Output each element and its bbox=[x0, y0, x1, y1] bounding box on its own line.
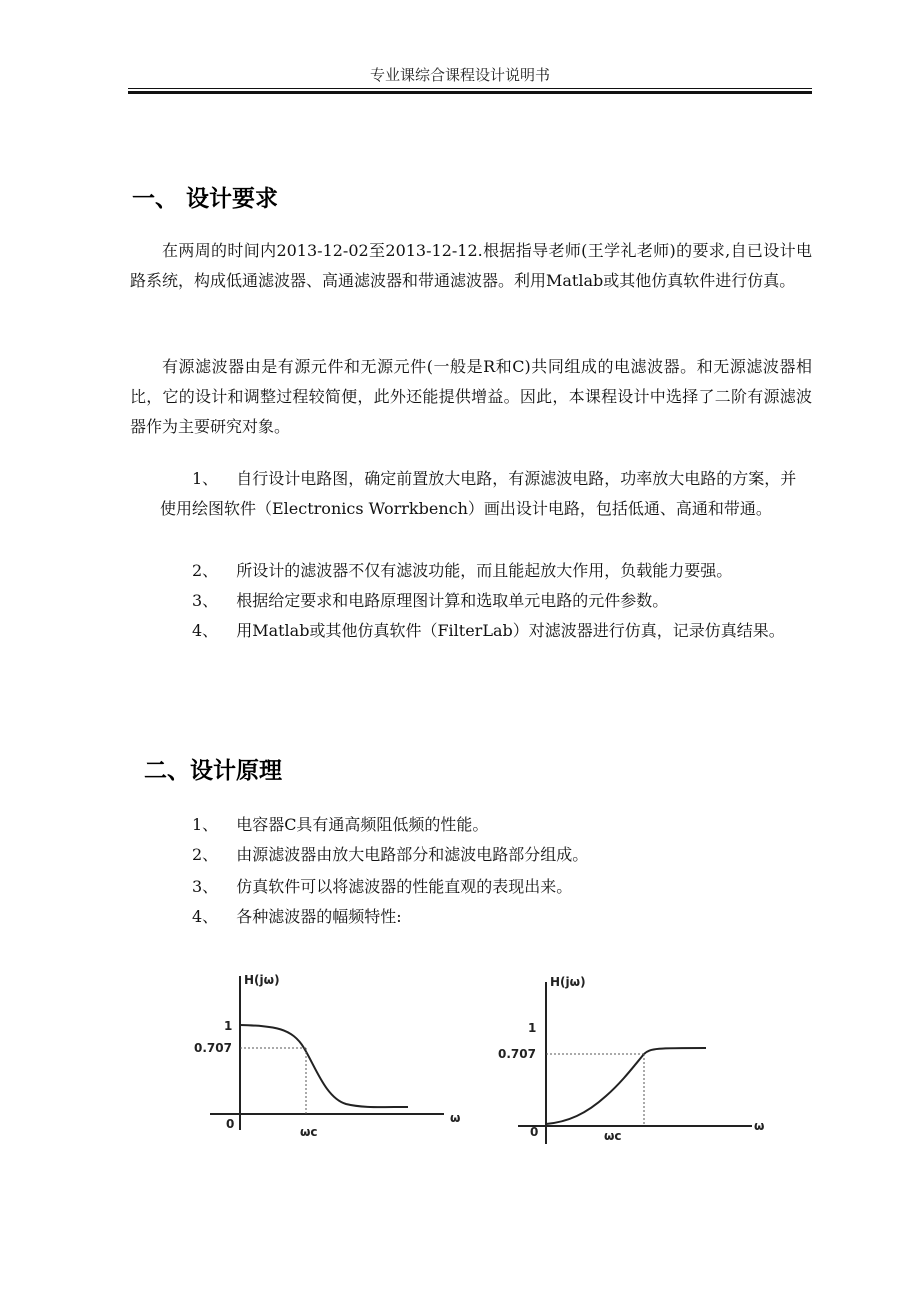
item-number: 2、 bbox=[192, 561, 219, 580]
item-text: 仿真软件可以将滤波器的性能直观的表现出来。 bbox=[236, 877, 573, 896]
item-text: 由源滤波器由放大电路部分和滤波电路部分组成。 bbox=[236, 845, 589, 864]
section1-item-4 bbox=[160, 616, 812, 646]
item-text: 根据给定要求和电路原理图计算和选取单元电路的元件参数。 bbox=[236, 591, 669, 610]
item-text: 各种滤波器的幅频特性: bbox=[236, 907, 402, 926]
section1-item-1 bbox=[160, 464, 812, 524]
section2-item-4 bbox=[160, 902, 812, 932]
section2-heading: 二、设计原理 bbox=[144, 758, 282, 784]
item-number: 4、 bbox=[192, 907, 219, 926]
section2-item-3 bbox=[160, 872, 812, 902]
y-one-label: 1 bbox=[224, 1019, 233, 1033]
section2-item-2 bbox=[160, 840, 812, 870]
item-number: 2、 bbox=[192, 845, 219, 864]
section1-item-3 bbox=[160, 586, 812, 616]
item-text: 所设计的滤波器不仅有滤波功能，而且能起放大作用，负载能力要强。 bbox=[236, 561, 733, 580]
x-cutoff-label: ωc bbox=[300, 1125, 318, 1139]
section1-item-2 bbox=[160, 556, 812, 586]
header-rule-thick bbox=[128, 91, 812, 94]
y-cutoff-label: 0.707 bbox=[498, 1047, 536, 1061]
lowpass-curve bbox=[240, 1025, 408, 1107]
y-axis-label: H(jω) bbox=[244, 973, 280, 987]
item-number: 3、 bbox=[192, 877, 219, 896]
section1-paragraph-2: 有源滤波器由是有源元件和无源元件(一般是R和C)共同组成的电滤波器。和无源滤波器相比，它的设计和调整过程较简便，此外还能提供增益。因此，本课程设计中选择了二阶有源滤波器作为主要研究对象。 bbox=[130, 357, 812, 436]
item-number: 1、 bbox=[192, 815, 219, 834]
section1-heading: 一、 设计要求 bbox=[132, 186, 279, 212]
page-header-title: 专业课综合课程设计说明书 bbox=[369, 66, 550, 84]
section1-paragraph-1: 在两周的时间内2013-12-02至2013-12-12.根据指导老师(王学礼老师)的要求,自已设计电路系统，构成低通滤波器、高通滤波器和带通滤波器。利用Matlab或其他仿真软件进行仿真。 bbox=[130, 241, 812, 290]
x-axis-label: ω bbox=[754, 1119, 765, 1133]
origin-label: 0 bbox=[530, 1125, 539, 1139]
item-number: 1、 bbox=[192, 469, 219, 488]
lowpass-response-graph bbox=[180, 962, 480, 1152]
origin-label: 0 bbox=[226, 1117, 235, 1131]
y-one-label: 1 bbox=[528, 1021, 537, 1035]
highpass-response-graph bbox=[488, 966, 788, 1162]
header-rule-thin bbox=[128, 88, 812, 89]
item-text: 自行设计电路图，确定前置放大电路，有源滤波电路，功率放大电路的方案，并使用绘图软件（Electronics Worrkbench）画出设计电路，包括低通、高通和带通。 bbox=[160, 469, 797, 518]
highpass-curve bbox=[546, 1048, 706, 1124]
item-number: 4、 bbox=[192, 621, 219, 640]
item-text: 电容器C具有通高频阻低频的性能。 bbox=[236, 815, 489, 834]
y-cutoff-label: 0.707 bbox=[194, 1041, 232, 1055]
y-axis-label: H(jω) bbox=[550, 975, 586, 989]
item-text: 用Matlab或其他仿真软件（FilterLab）对滤波器进行仿真，记录仿真结果。 bbox=[236, 621, 785, 640]
x-axis-label: ω bbox=[450, 1111, 461, 1125]
section2-item-1 bbox=[160, 810, 812, 840]
item-number: 3、 bbox=[192, 591, 219, 610]
x-cutoff-label: ωc bbox=[604, 1129, 622, 1143]
